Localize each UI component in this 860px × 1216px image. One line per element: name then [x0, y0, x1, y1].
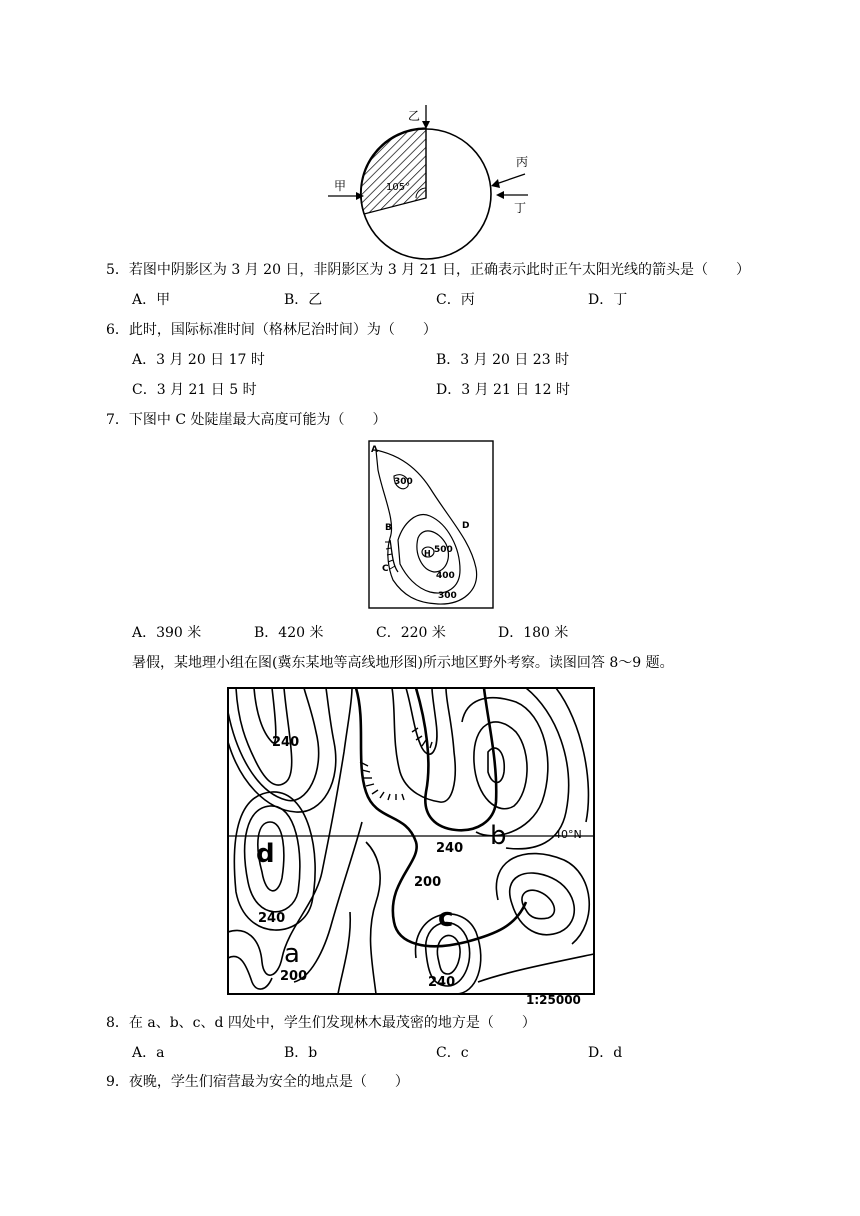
q6-option-a[interactable]: A．3 月 20 日 17 时	[132, 352, 265, 368]
shaded-region	[361, 128, 426, 214]
label-jia: 甲	[334, 179, 347, 193]
q8-option-b[interactable]: B．b	[284, 1045, 318, 1061]
contour-value-300-bottom: 300	[438, 591, 457, 601]
q8-option-c[interactable]: C．c	[436, 1045, 469, 1061]
latitude-label: 40°N	[554, 828, 582, 841]
point-d-label: D	[462, 521, 470, 531]
label-ding: 丁	[514, 201, 527, 215]
point-b-label: b	[490, 821, 507, 851]
label-yi: 乙	[408, 109, 421, 123]
scale-label: 1:25000	[526, 993, 581, 1006]
arrow-ding-icon	[496, 191, 504, 199]
q8-option-d[interactable]: D．d	[588, 1045, 623, 1061]
q6-option-c[interactable]: C．3 月 21 日 5 时	[132, 382, 257, 398]
contour-map-large	[226, 682, 596, 1006]
q5-option-b[interactable]: B．乙	[284, 292, 323, 308]
question-7-stem: 7．下图中 C 处陡崖最大高度可能为（ ）	[106, 412, 387, 428]
contour-value-400: 400	[436, 571, 455, 581]
question-5-stem: 5．若图中阴影区为 3 月 20 日，非阴影区为 3 月 21 日，正确表示此时正午太阳光线的箭头是（ ）	[106, 262, 750, 278]
label-bing: 丙	[516, 155, 529, 169]
contour-value-300-top: 300	[394, 477, 413, 487]
contour-value-240-top-left: 240	[272, 735, 300, 750]
q7-option-a[interactable]: A．390 米	[132, 625, 202, 641]
q8-option-a[interactable]: A．a	[132, 1045, 165, 1061]
contour-map-small	[368, 440, 494, 610]
q7-option-b[interactable]: B．420 米	[254, 625, 324, 641]
q5-option-d[interactable]: D．丁	[588, 292, 628, 308]
contour-value-240-b: 240	[436, 841, 464, 856]
angle-label: 105°	[386, 182, 411, 193]
q6-option-d[interactable]: D．3 月 21 日 12 时	[436, 382, 571, 398]
sun-illumination-figure	[320, 100, 540, 265]
contour-value-240-left: 240	[258, 911, 286, 926]
q5-option-c[interactable]: C．丙	[436, 292, 475, 308]
q7-option-d[interactable]: D．180 米	[498, 625, 569, 641]
arrow-bing-icon	[491, 179, 500, 188]
contour-value-240-c: 240	[428, 975, 456, 990]
q5-option-a[interactable]: A．甲	[132, 292, 171, 308]
question-9-stem: 9．夜晚，学生们宿营最为安全的地点是（ ）	[106, 1074, 409, 1090]
point-c-label: c	[438, 903, 454, 933]
contour-value-500: 500	[434, 545, 453, 555]
point-d-label: d	[256, 839, 275, 869]
point-c-label: C	[382, 564, 389, 574]
point-a-label: a	[284, 939, 300, 969]
question-8-stem: 8．在 a、b、c、d 四处中，学生们发现林木最茂密的地方是（ ）	[106, 1015, 536, 1031]
q6-option-b[interactable]: B．3 月 20 日 23 时	[436, 352, 570, 368]
question-6-stem: 6．此时，国际标准时间（格林尼治时间）为（ ）	[106, 322, 437, 338]
contour-value-200-a: 200	[280, 969, 308, 984]
point-a-label: A	[371, 445, 378, 455]
contour-value-200-center: 200	[414, 875, 442, 890]
q7-option-c[interactable]: C．220 米	[376, 625, 446, 641]
intro-text: 暑假，某地理小组在图(冀东某地等高线地形图)所示地区野外考察。读图回答 8～9 题。	[132, 655, 674, 671]
point-h-label: H	[424, 549, 431, 558]
point-b-label: B	[385, 523, 392, 533]
